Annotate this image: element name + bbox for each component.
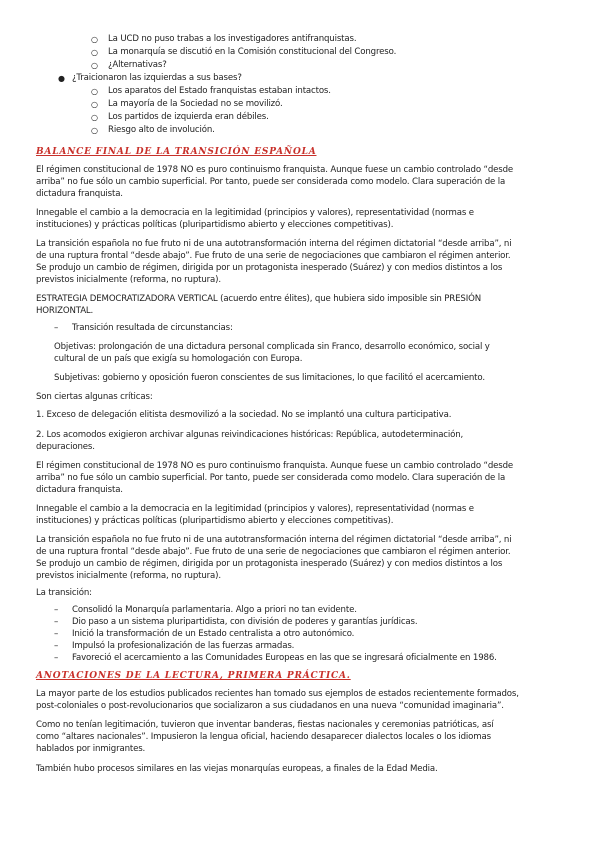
paragraph-line: ESTRATEGIA DEMOCRATIZADORA VERTICAL (acuerdo entre élites), que hubiera sido imposible sin PRESIÓN bbox=[36, 294, 481, 304]
paragraph-line: El régimen constitucional de 1978 NO es puro continuismo franquista. Aunque fuese un cambio controlado “desde bbox=[36, 461, 514, 471]
list-item: Inició la transformación de un Estado centralista a otro autonómico. bbox=[72, 629, 355, 639]
bullet-dot-icon: ● bbox=[58, 74, 65, 83]
dash-bullet-icon: – bbox=[54, 323, 59, 333]
bullet-circle-icon: ○ bbox=[91, 100, 98, 109]
paragraph-line: instituciones) y prácticas políticas (pluripartidismo abierto y elecciones competitivas). bbox=[36, 516, 394, 526]
paragraph-line: como “altares nacionales”. Impusieron la lengua oficial, haciendo desaparecer dialectos locales o los idiomas bbox=[36, 732, 491, 742]
paragraph-line: dictadura franquista. bbox=[36, 485, 123, 495]
paragraph-line: Se produjo un cambio de régimen, dirigida por un protagonista inesperado (Suárez) y con medios distintos a los bbox=[36, 263, 503, 273]
paragraph-line: post-coloniales o post-revolucionarios que socializaron a sus ciudadanos en una nueva “comunidad imaginaria”. bbox=[36, 701, 504, 711]
paragraph-line: La transición: bbox=[36, 588, 92, 598]
list-item: Riesgo alto de involución. bbox=[108, 125, 215, 135]
paragraph-line: También hubo procesos similares en las viejas monarquías europeas, a finales de la Edad Media. bbox=[36, 764, 438, 774]
dash-bullet-icon: – bbox=[54, 641, 59, 651]
dash-bullet-icon: – bbox=[54, 617, 59, 627]
list-item: ¿Traicionaron las izquierdas a sus bases? bbox=[72, 73, 242, 83]
paragraph-line: El régimen constitucional de 1978 NO es puro continuismo franquista. Aunque fuese un cambio controlado “desde bbox=[36, 165, 514, 175]
list-item: La monarquía se discutió en la Comisión constitucional del Congreso. bbox=[108, 47, 397, 57]
list-item: ¿Alternativas? bbox=[108, 60, 167, 70]
paragraph-line: HORIZONTAL. bbox=[36, 306, 94, 316]
paragraph-line: Innegable el cambio a la democracia en la legitimidad (principios y valores), representatividad (normas e bbox=[36, 504, 474, 514]
paragraph-line: La transición española no fue fruto ni de una autotransformación interna del régimen dictatorial “desde arriba”, ni bbox=[36, 239, 512, 249]
paragraph-line: previstos inicialmente (reforma, no ruptura). bbox=[36, 275, 221, 285]
paragraph-line: cultural de un país que exigía su homologación con Europa. bbox=[54, 354, 303, 364]
paragraph-line: Objetivas: prolongación de una dictadura personal complicada sin Franco, desarrollo económico, social y bbox=[54, 342, 490, 352]
bullet-circle-icon: ○ bbox=[91, 35, 98, 44]
paragraph-line: 2. Los acomodos exigieron archivar algunas reivindicaciones históricas: República, autodeterminación, bbox=[36, 430, 464, 440]
list-item: Favoreció el acercamiento a las Comunidades Europeas en las que se ingresará oficialmente en 1986. bbox=[72, 653, 497, 663]
paragraph-line: hablados por inmigrantes. bbox=[36, 744, 146, 754]
paragraph-line: de una ruptura frontal “desde abajo”. Fue fruto de una serie de negociaciones que cambiaron el régimen anterior. bbox=[36, 547, 511, 557]
list-item: Los partidos de izquierda eran débiles. bbox=[108, 112, 269, 122]
list-item: Los aparatos del Estado franquistas estaban intactos. bbox=[108, 86, 331, 96]
list-item: La UCD no puso trabas a los investigadores antifranquistas. bbox=[108, 34, 357, 44]
bullet-circle-icon: ○ bbox=[91, 126, 98, 135]
paragraph-line: Como no tenían legitimación, tuvieron que inventar banderas, fiestas nacionales y ceremonias patrióticas, así bbox=[36, 720, 494, 730]
bullet-circle-icon: ○ bbox=[91, 87, 98, 96]
paragraph-line: 1. Exceso de delegación elitista desmovilizó a la sociedad. No se implantó una cultura participativa. bbox=[36, 410, 452, 420]
paragraph-line: La transición española no fue fruto ni de una autotransformación interna del régimen dictatorial “desde arriba”, ni bbox=[36, 535, 512, 545]
paragraph-line: dictadura franquista. bbox=[36, 189, 123, 199]
paragraph-line: previstos inicialmente (reforma, no ruptura). bbox=[36, 571, 221, 581]
bullet-circle-icon: ○ bbox=[91, 48, 98, 57]
dash-bullet-icon: – bbox=[54, 605, 59, 615]
list-item: Transición resultada de circunstancias: bbox=[72, 323, 233, 333]
dash-bullet-icon: – bbox=[54, 629, 59, 639]
paragraph-line: Son ciertas algunas críticas: bbox=[36, 392, 153, 402]
paragraph-line: Subjetivas: gobierno y oposición fueron conscientes de sus limitaciones, lo que facilitó el acercamiento. bbox=[54, 373, 485, 383]
paragraph-line: La mayor parte de los estudios publicados recientes han tomado sus ejemplos de estados recientemente formados, bbox=[36, 689, 519, 699]
list-item: Dio paso a un sistema pluripartidista, con división de poderes y garantías jurídicas. bbox=[72, 617, 418, 627]
section-heading: ANOTACIONES DE LA LECTURA, PRIMERA PRÁCTICA. bbox=[36, 671, 351, 681]
list-item: La mayoría de la Sociedad no se movilizó. bbox=[108, 99, 283, 109]
bullet-circle-icon: ○ bbox=[91, 61, 98, 70]
paragraph-line: arriba” no fue sólo un cambio superficial. Por tanto, puede ser considerada como modelo. Clara superación de la bbox=[36, 177, 506, 187]
paragraph-line: instituciones) y prácticas políticas (pluripartidismo abierto y elecciones competitivas). bbox=[36, 220, 394, 230]
dash-bullet-icon: – bbox=[54, 653, 59, 663]
paragraph-line: depuraciones. bbox=[36, 442, 95, 452]
paragraph-line: Se produjo un cambio de régimen, dirigida por un protagonista inesperado (Suárez) y con medios distintos a los bbox=[36, 559, 503, 569]
section-heading: BALANCE FINAL DE LA TRANSICIÓN ESPAÑOLA bbox=[36, 147, 317, 157]
paragraph-line: arriba” no fue sólo un cambio superficial. Por tanto, puede ser considerada como modelo. Clara superación de la bbox=[36, 473, 506, 483]
paragraph-line: de una ruptura frontal “desde abajo”. Fue fruto de una serie de negociaciones que cambiaron el régimen anterior. bbox=[36, 251, 511, 261]
list-item: Impulsó la profesionalización de las fuerzas armadas. bbox=[72, 641, 295, 651]
list-item: Consolidó la Monarquía parlamentaria. Algo a priori no tan evidente. bbox=[72, 605, 357, 615]
paragraph-line: Innegable el cambio a la democracia en la legitimidad (principios y valores), representatividad (normas e bbox=[36, 208, 474, 218]
bullet-circle-icon: ○ bbox=[91, 113, 98, 122]
